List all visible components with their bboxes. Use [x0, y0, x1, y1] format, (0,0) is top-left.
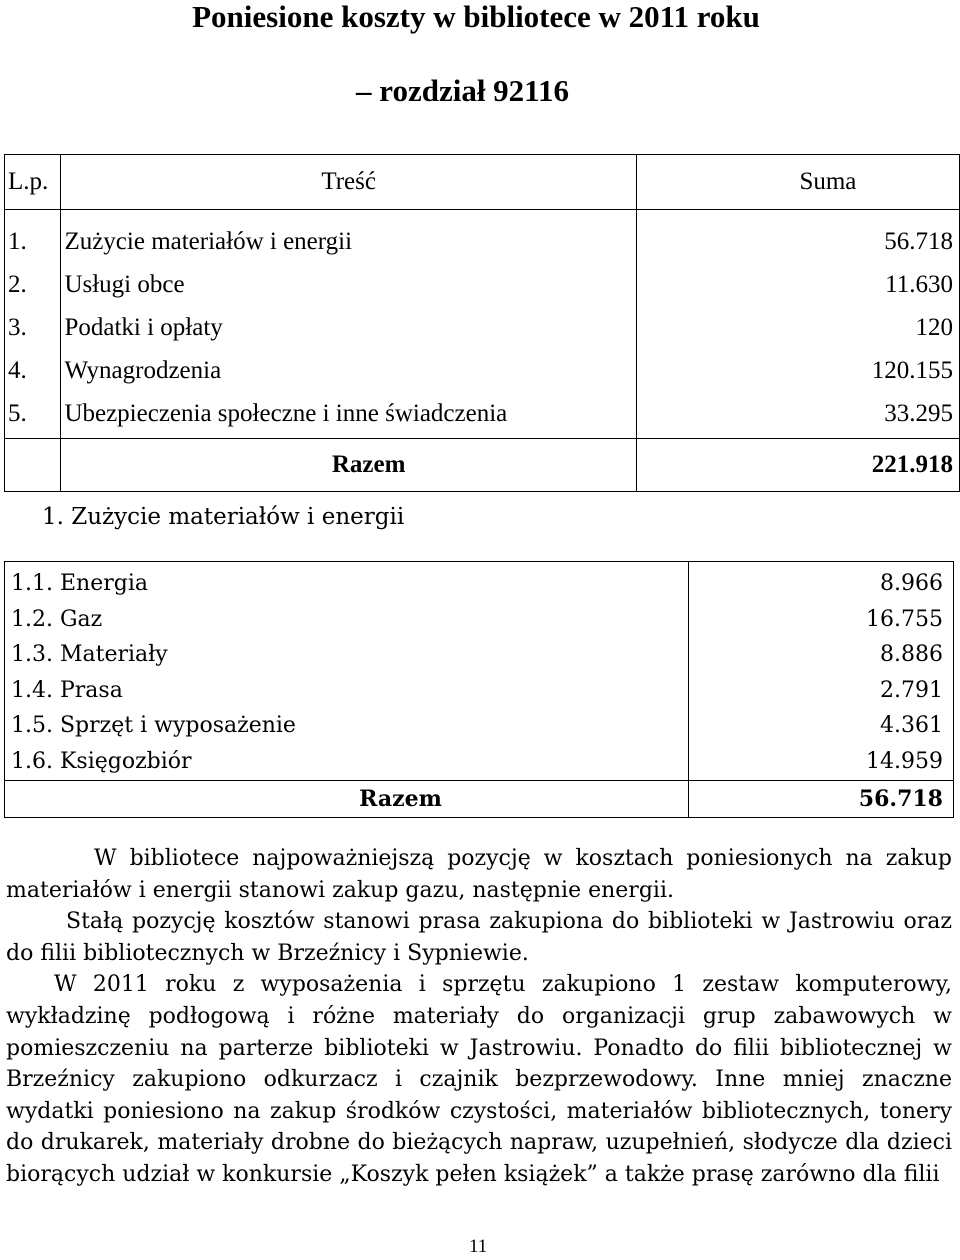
- table-header-row: [5, 155, 960, 210]
- header-suma: Suma: [636, 155, 959, 210]
- page-title-line1: Poniesione koszty w bibliotece w 2011 roku: [192, 0, 760, 34]
- row-value: 2.791: [880, 677, 943, 703]
- table-body-row: [5, 210, 960, 439]
- row-value: 8.966: [880, 571, 943, 596]
- row-name: 1.6. Księgozbiór: [11, 748, 192, 774]
- row-name: 1.4. Prasa: [11, 677, 123, 703]
- row-value: 120.155: [871, 357, 953, 384]
- row-name: Usługi obce: [64, 271, 185, 298]
- header-tresc: Treść: [61, 155, 636, 210]
- name-column: [5, 562, 689, 781]
- total-value: 56.718: [688, 781, 953, 818]
- lp-column: [5, 210, 61, 439]
- row-value: 11.630: [885, 271, 953, 298]
- page-title: [0, 0, 960, 34]
- name-column: [61, 210, 636, 439]
- row-lp: 3.: [8, 314, 27, 341]
- row-value: 120: [915, 314, 953, 341]
- row-name: Wynagrodzenia: [64, 357, 222, 384]
- row-lp: 1.: [8, 228, 27, 255]
- materials-energy-table: [4, 561, 954, 818]
- paragraph: W 2011 roku z wyposażenia i sprzętu zakupiono 1 zestaw komputerowy, wykładzinę podłogową i różne materiały do organizacji grup zabawowych w pomieszczeniu na parterze biblioteki w Jastrowiu. Ponadto do filii bibliotecznej w Brzeźnicy zakupiono odkurzacz i czajnik bezprzewodowy. Inne mniej znaczne wydatki poniesiono na zakup środków czystości, materiałów bibliotecznych, tonery do drukarek, materiały drobne do bieżących napraw, uzupełnień, słodycze dla dzieci biorących udział w konkursie „Koszyk pełen książek” a także prasę zarówno dla filii: [6, 972, 952, 1187]
- total-row: [5, 439, 960, 492]
- paragraph: W bibliotece najpoważniejszą pozycję w kosztach poniesionych na zakup materiałów i energii stanowi zakup gazu, następnie energii.: [6, 846, 952, 903]
- row-name: 1.1. Energia: [11, 571, 148, 596]
- page-subtitle: – rozdział 92116: [356, 73, 569, 108]
- row-name: Podatki i opłaty: [64, 314, 223, 341]
- row-value: 14.959: [866, 748, 943, 774]
- row-value: 33.295: [884, 400, 953, 427]
- row-lp: 2.: [8, 271, 27, 298]
- row-value: 56.718: [884, 228, 953, 255]
- total-label: Razem: [61, 439, 636, 492]
- total-value: 221.918: [636, 439, 959, 492]
- body-text: [6, 843, 952, 1191]
- row-value: 16.755: [866, 606, 943, 632]
- row-lp: 4.: [8, 357, 27, 384]
- row-name: 1.3. Materiały: [11, 642, 168, 668]
- row-name: 1.2. Gaz: [11, 606, 103, 632]
- table-body-row: [5, 562, 954, 781]
- paragraph: Stałą pozycję kosztów stanowi prasa zakupiona do biblioteki w Jastrowiu oraz do filii bibliotecznych w Brzeźnicy i Sypniewie.: [6, 909, 952, 966]
- row-name: Zużycie materiałów i energii: [64, 228, 353, 255]
- row-value: 8.886: [880, 642, 943, 668]
- row-name: 1.5. Sprzęt i wyposażenie: [11, 713, 296, 739]
- total-label: Razem: [5, 781, 689, 818]
- total-empty-cell: [5, 439, 61, 492]
- value-column: [636, 210, 959, 439]
- costs-summary-table: [4, 154, 960, 492]
- total-row: [5, 781, 954, 818]
- value-column: [688, 562, 953, 781]
- header-lp: L.p.: [5, 155, 61, 210]
- page-number: 11: [469, 1236, 488, 1257]
- section-title: 1. Zużycie materiałów i energii: [42, 504, 405, 530]
- row-lp: 5.: [8, 400, 27, 427]
- row-value: 4.361: [880, 713, 943, 739]
- row-name: Ubezpieczenia społeczne i inne świadczenia: [64, 400, 508, 427]
